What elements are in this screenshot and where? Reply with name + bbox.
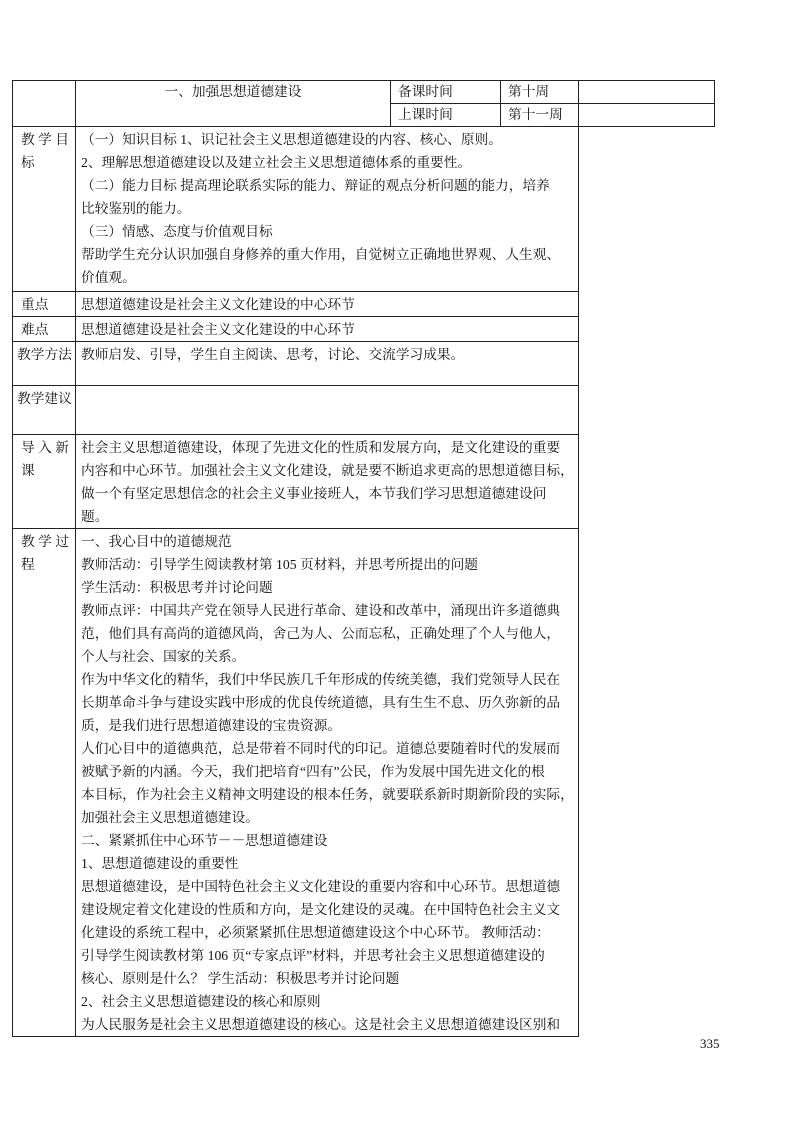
empty-cell xyxy=(579,104,715,127)
suggestion-label-cell xyxy=(13,386,76,435)
difficulty-content xyxy=(76,317,579,342)
empty-cell xyxy=(13,81,76,127)
process-label: 教学过程 xyxy=(21,534,73,572)
class-time-label: 上课时间 xyxy=(391,104,501,127)
text-line: 学生活动：积极思考并讨论问题 xyxy=(81,580,273,595)
introduction-content xyxy=(76,435,579,529)
process-content xyxy=(76,529,579,1037)
introduction-label: 导入新课 xyxy=(21,440,73,478)
text-line: 思想道德建设，是中国特色社会主义文化建设的重要内容和中心环节。思想道德 xyxy=(81,879,561,894)
text-line: 思想道德建设是社会主义文化建设的中心环节 xyxy=(81,297,355,312)
text-line: 价值观。 xyxy=(81,270,136,285)
method-content xyxy=(76,342,579,386)
empty-margin-column xyxy=(579,127,715,1037)
objectives-content xyxy=(76,127,579,292)
empty-cell xyxy=(579,81,715,104)
text-line: 长期革命斗争与建设实践中形成的优良传统道德，具有生生不息、历久弥新的品 xyxy=(81,695,561,710)
key-point-content xyxy=(76,292,579,317)
text-line: 化建设的系统工程中，必须紧紧抓住思想道德建设这个中心环节。 教师活动： xyxy=(81,925,550,940)
text-line: 内容和中心环节。加强社会主义文化建设，就是要不断追求更高的思想道德目标， xyxy=(81,463,574,478)
text-line: 加强社会主义思想道德建设。 xyxy=(81,810,259,825)
text-line: 做一个有坚定思想信念的社会主义事业接班人，本节我们学习思想道德建设问 xyxy=(81,486,547,501)
text-line: 2、社会主义思想道德建设的核心和原则 xyxy=(81,994,321,1009)
objectives-label-cell xyxy=(13,127,76,292)
text-line: 二、紧紧抓住中心环节－－思想道德建设 xyxy=(81,833,328,848)
text-line: 被赋予新的内涵。今天，我们把培育“四有”公民，作为发展中国先进文化的根 xyxy=(81,764,545,779)
lesson-title: 一、加强思想道德建设 xyxy=(76,81,391,127)
objectives-row xyxy=(13,127,715,292)
suggestion-content xyxy=(76,386,579,435)
text-line: 教师启发、引导，学生自主阅读、思考，讨论、交流学习成果。 xyxy=(81,347,465,362)
text-line: 核心、原则是什么？ 学生活动：积极思考并讨论问题 xyxy=(81,971,400,986)
text-line: 2、理解思想道德建设以及建立社会主义思想道德体系的重要性。 xyxy=(81,155,472,170)
text-line: （二）能力目标 提高理论联系实际的能力、辩证的观点分析问题的能力，培养 xyxy=(81,178,550,193)
text-line: 引导学生阅读教材第 106 页“专家点评”材料，并思考社会主义思想道德建设的 xyxy=(81,948,545,963)
text-line: 1、思想道德建设的重要性 xyxy=(81,856,239,871)
page-number: 335 xyxy=(700,1036,720,1051)
text-line: 质，是我们进行思想道德建设的宝贵资源。 xyxy=(81,718,342,733)
text-line: 作为中华文化的精华，我们中华民族几千年形成的传统美德，我们党领导人民在 xyxy=(81,672,561,687)
text-line: 思想道德建设是社会主义文化建设的中心环节 xyxy=(81,322,355,337)
text-line: 教师活动：引导学生阅读教材第 105 页材料，并思考所提出的问题 xyxy=(81,557,478,572)
text-line: 比较鉴别的能力。 xyxy=(81,201,191,216)
text-line: 本目标，作为社会主义精神文明建设的根本任务，就要联系新时期新阶段的实际， xyxy=(81,787,574,802)
process-label-cell xyxy=(13,529,76,1037)
text-line: 教师点评：中国共产党在领导人民进行革命、建设和改革中，涌现出许多道德典 xyxy=(81,603,561,618)
text-line: 一、我心目中的道德规范 xyxy=(81,534,232,549)
suggestion-label: 教学建议 xyxy=(17,391,72,406)
method-label: 教学方法 xyxy=(17,347,72,362)
text-line: 帮助学生充分认识加强自身修养的重大作用，自觉树立正确地世界观、人生观、 xyxy=(81,247,561,262)
text-line: 范，他们具有高尚的道德风尚，舍己为人、公而忘私，正确处理了个人与他人， xyxy=(81,626,561,641)
introduction-label-cell xyxy=(13,435,76,529)
header-row-prep xyxy=(13,81,715,104)
text-line: （一）知识目标 1、识记社会主义思想道德建设的内容、核心、原则。 xyxy=(81,132,502,147)
class-time-value: 第十一周 xyxy=(501,104,579,127)
text-line: 建设规定着文化建设的性质和方向，是文化建设的灵魂。在中国特色社会主义文 xyxy=(81,902,561,917)
lesson-plan-table xyxy=(12,80,715,1037)
method-label-cell xyxy=(13,342,76,386)
text-line: 题。 xyxy=(81,509,109,524)
prep-time-value: 第十周 xyxy=(501,81,579,104)
prep-time-label: 备课时间 xyxy=(391,81,501,104)
text-line: 人们心目中的道德典范，总是带着不同时代的印记。道德总要随着时代的发展而 xyxy=(81,741,561,756)
text-line: （三）情感、态度与价值观目标 xyxy=(81,224,273,239)
key-point-label: 重点 xyxy=(13,292,76,317)
text-line: 个人与社会、国家的关系。 xyxy=(81,649,246,664)
objectives-label: 教学目标 xyxy=(21,132,73,170)
text-line: 为人民服务是社会主义思想道德建设的核心。这是社会主义思想道德建设区别和 xyxy=(81,1017,561,1032)
text-line: 社会主义思想道德建设，体现了先进文化的性质和发展方向，是文化建设的重要 xyxy=(81,440,561,455)
difficulty-label: 难点 xyxy=(13,317,76,342)
